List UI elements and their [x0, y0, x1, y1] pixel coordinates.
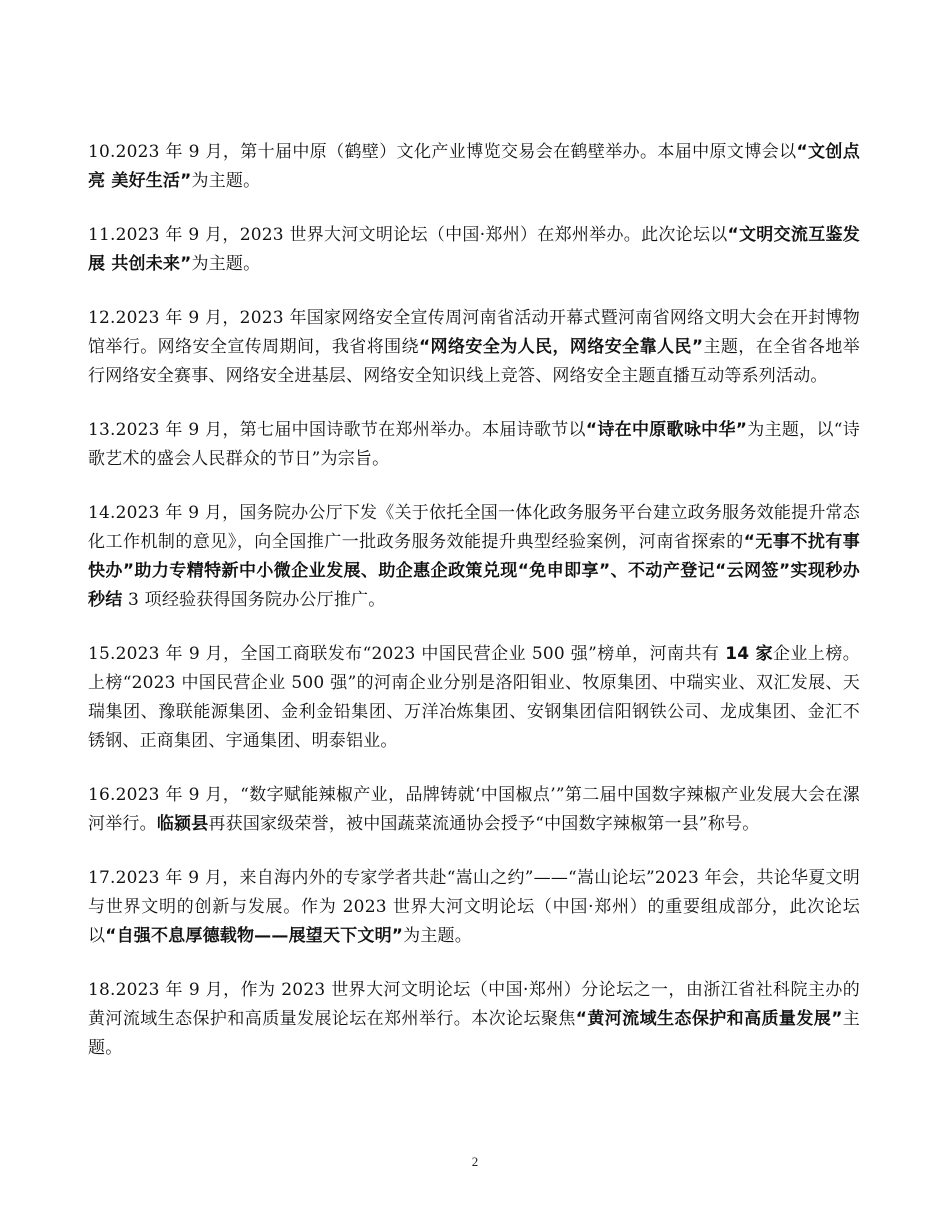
- body-text: 13.2023 年 9 月，第七届中国诗歌节在郑州举办。本届诗歌节以: [88, 420, 586, 440]
- news-item: [88, 416, 860, 474]
- emphasis-text: “自强不息厚德载物——展望天下文明”: [105, 926, 404, 946]
- news-item: [88, 138, 860, 196]
- body-text: 主题，在全省各地举行网络安全赛事、网络安全进基层、网络安全知识线上竞答、网络安全主题直播互动等系列活动。: [88, 337, 860, 386]
- body-text: 14.2023 年 9 月，国务院办公厅下发《关于依托全国一体化政务服务平台建立政务服务效能提升常态化工作机制的意见》，向全国推广一批政务服务效能提升典型经验案例，河南省探索的: [88, 503, 860, 552]
- emphasis-text: “文明交流互鉴发展 共创未来”: [88, 225, 860, 274]
- body-text: 3 项经验获得国务院办公厅推广。: [122, 590, 386, 610]
- news-item: [88, 976, 860, 1063]
- body-text: 主题。: [88, 1009, 860, 1058]
- body-text: 为主题，以“诗歌艺术的盛会人民群众的节日”为宗旨。: [88, 420, 860, 469]
- body-text: 再获国家级荣誉，被中国蔬菜流通协会授予“中国数字辣椒第一县”称号。: [208, 814, 760, 834]
- body-text: 11.2023 年 9 月，2023 世界大河文明论坛（中国·郑州）在郑州举办。此次论坛以: [88, 225, 728, 245]
- body-text: 为主题。: [403, 926, 472, 946]
- body-text: 17.2023 年 9 月，来自海内外的专家学者共赴“嵩山之约”——“嵩山论坛”2023 年会，共论华夏文明与世界文明的创新与发展。作为 2023 世界大河文明论坛（中国·郑州）的重要组成部分，此次论坛以: [88, 868, 860, 946]
- body-text: 为主题。: [191, 254, 261, 274]
- body-text: 12.2023 年 9 月，2023 年国家网络安全宣传周河南省活动开幕式暨河南省网络文明大会在开封博物馆举行。网络安全宣传周期间，我省将围绕: [88, 308, 860, 357]
- emphasis-text: “文创点亮 美好生活”: [88, 142, 860, 191]
- document-body: [88, 138, 860, 1088]
- emphasis-text: 14 家: [725, 644, 774, 664]
- news-item: [88, 499, 860, 615]
- news-item: [88, 781, 860, 839]
- emphasis-text: “网络安全为人民，网络安全靠人民”: [418, 337, 704, 357]
- body-text: 为主题。: [191, 171, 261, 191]
- emphasis-text: “无事不扰有事快办”助力专精特新中小微企业发展、助企惠企政策兑现“免申即享”、不动产登记“云网签”实现秒办秒结: [88, 532, 860, 610]
- news-item: [88, 304, 860, 391]
- emphasis-text: “黄河流域生态保护和高质量发展”: [575, 1009, 843, 1029]
- news-item: [88, 864, 860, 951]
- body-text: 15.2023 年 9 月，全国工商联发布“2023 中国民营企业 500 强”榜单，河南共有: [88, 644, 726, 664]
- body-text: 18.2023 年 9 月，作为 2023 世界大河文明论坛（中国·郑州）分论坛之一，由浙江省社科院主办的黄河流域生态保护和高质量发展论坛在郑州举行。本次论坛聚焦: [88, 980, 860, 1029]
- body-text: 10.2023 年 9 月，第十届中原（鹤壁）文化产业博览交易会在鹤壁举办。本届中原文博会以: [88, 142, 797, 162]
- news-item: [88, 640, 860, 756]
- emphasis-text: “诗在中原歌咏中华”: [585, 420, 748, 440]
- emphasis-text: 临颍县: [156, 814, 209, 834]
- body-text: 企业上榜。上榜“2023 中国民营企业 500 强”的河南企业分别是洛阳钼业、牧原集团、中瑞实业、双汇发展、天瑞集团、豫联能源集团、金利金铅集团、万洋冶炼集团、安钢集团信阳钢铁公司、龙成集团、金汇不锈钢、正商集团、宇通集团、明泰铝业。: [88, 644, 860, 751]
- news-item: [88, 221, 860, 279]
- body-text: 16.2023 年 9 月，“数字赋能辣椒产业，品牌铸就‘中国椒点’”第二届中国数字辣椒产业发展大会在漯河举行。: [88, 785, 860, 834]
- page-number: 2: [471, 1154, 479, 1169]
